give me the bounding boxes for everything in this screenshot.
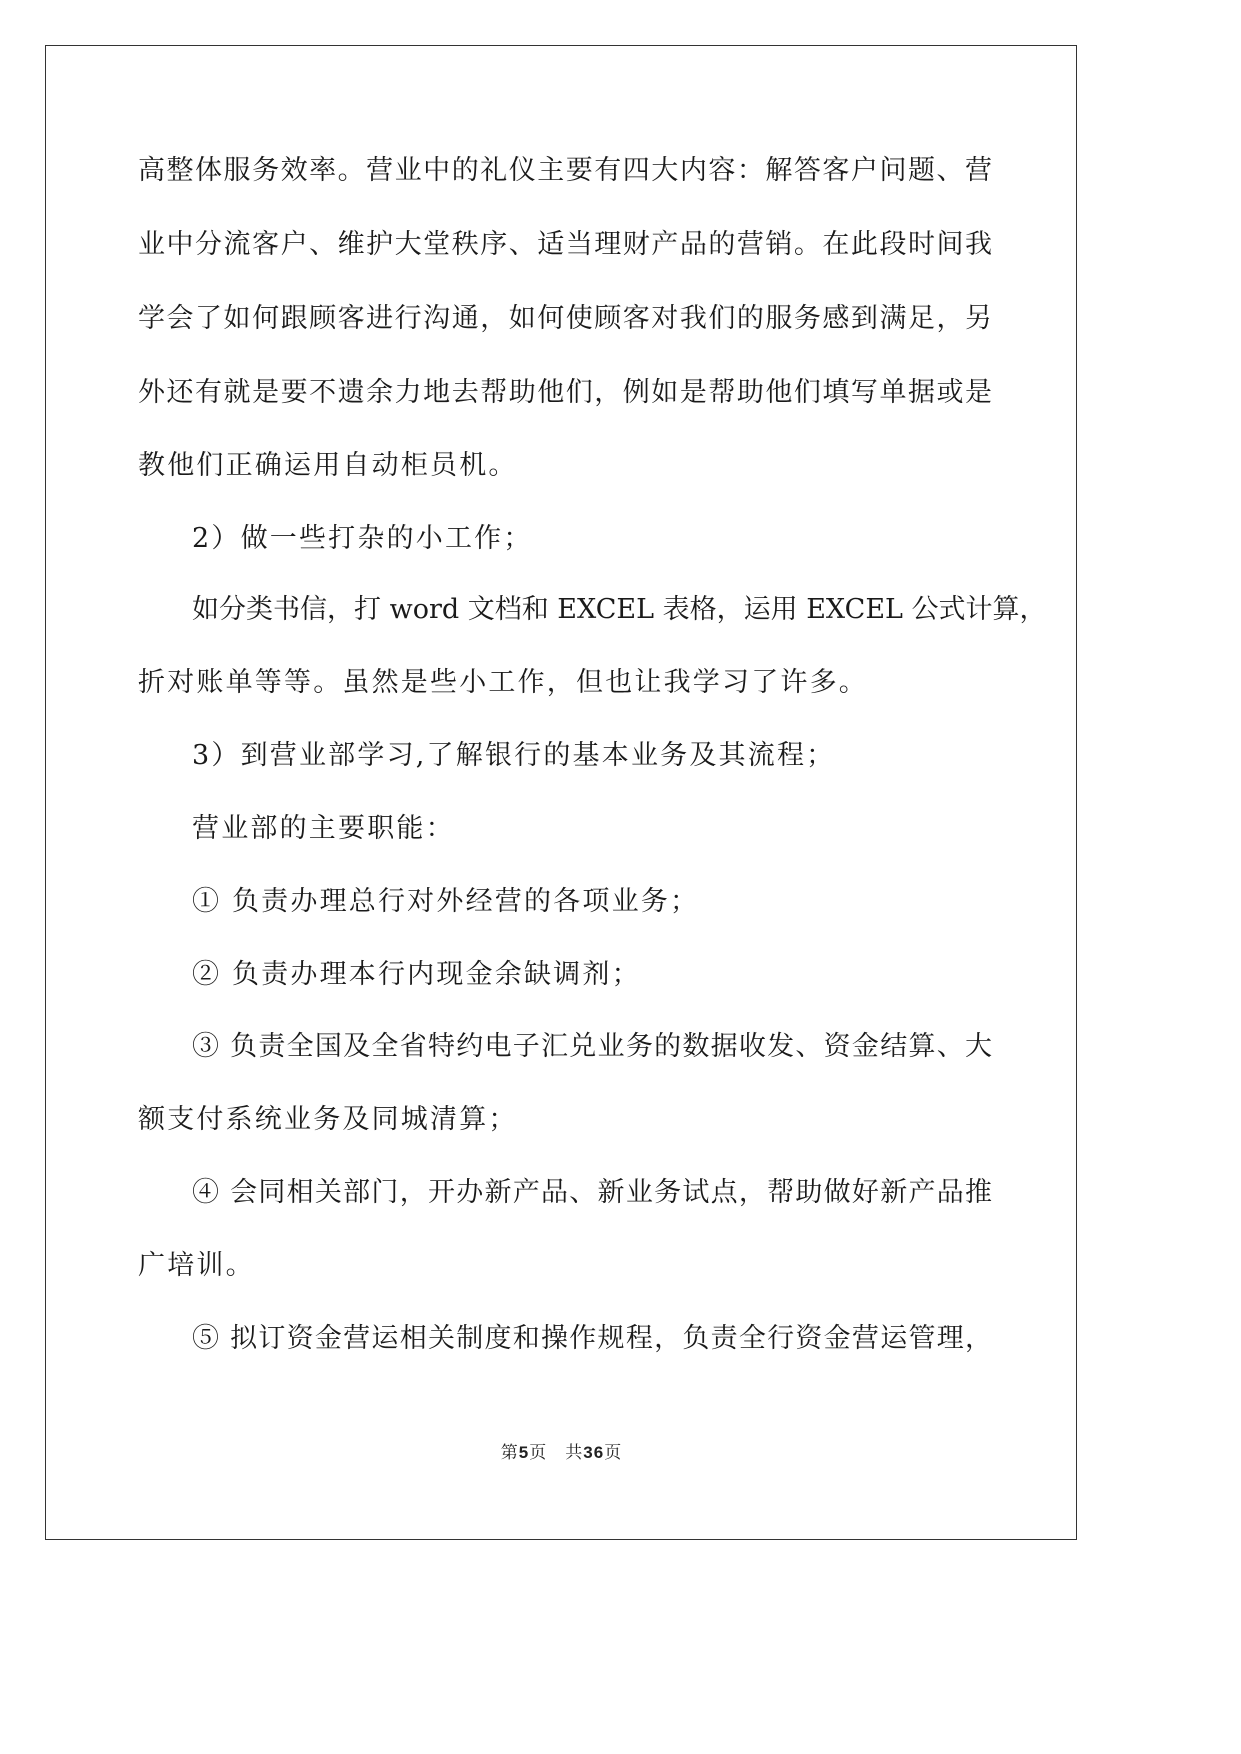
list-item-2: ② 负责办理本行内现金余缺调剂； xyxy=(192,959,641,990)
paragraph-line: 学会了如何跟顾客进行沟通，如何使顾客对我们的服务感到满足，另 xyxy=(138,303,992,334)
paragraph-line: 外还有就是要不遗余力地去帮助他们，例如是帮助他们填写单据或是 xyxy=(138,377,992,408)
footer-middle: 页 共 xyxy=(529,1443,584,1463)
footer-prefix: 第 xyxy=(500,1443,519,1463)
paragraph-line: 折对账单等等。虽然是些小工作，但也让我学习了许多。 xyxy=(138,667,868,698)
list-item-4: ④ 会同相关部门，开办新产品、新业务试点，帮助做好新产品推 xyxy=(192,1177,992,1208)
list-item-3-continued: 额支付系统业务及同城清算； xyxy=(138,1104,518,1135)
paragraph-line: 业中分流客户、维护大堂秩序、适当理财产品的营销。在此段时间我 xyxy=(138,229,992,260)
footer-suffix: 页 xyxy=(604,1443,623,1463)
total-page-count: 36 xyxy=(583,1443,605,1462)
list-item-4-continued: 广培训。 xyxy=(138,1250,255,1281)
paragraph-line: 营业部的主要职能： xyxy=(192,813,455,844)
list-item-3: ③ 负责全国及全省特约电子汇兑业务的数据收发、资金结算、大 xyxy=(192,1031,992,1062)
paragraph-line: 高整体服务效率。营业中的礼仪主要有四大内容：解答客户问题、营 xyxy=(138,155,992,186)
list-item-1: ① 负责办理总行对外经营的各项业务； xyxy=(192,886,700,917)
paragraph-line: 教他们正确运用自动柜员机。 xyxy=(138,450,518,481)
section-heading-3: 3）到营业部学习,了解银行的基本业务及其流程； xyxy=(192,740,836,771)
page-border xyxy=(45,45,1077,1540)
current-page-number: 5 xyxy=(518,1443,530,1462)
section-heading-2: 2）做一些打杂的小工作； xyxy=(192,523,533,554)
paragraph-line: 如分类书信，打 word 文档和 EXCEL 表格，运用 EXCEL 公式计算， xyxy=(192,594,1047,625)
list-item-5: ⑤ 拟订资金营运相关制度和操作规程，负责全行资金营运管理， xyxy=(192,1323,992,1354)
page-footer xyxy=(0,1438,1123,1463)
